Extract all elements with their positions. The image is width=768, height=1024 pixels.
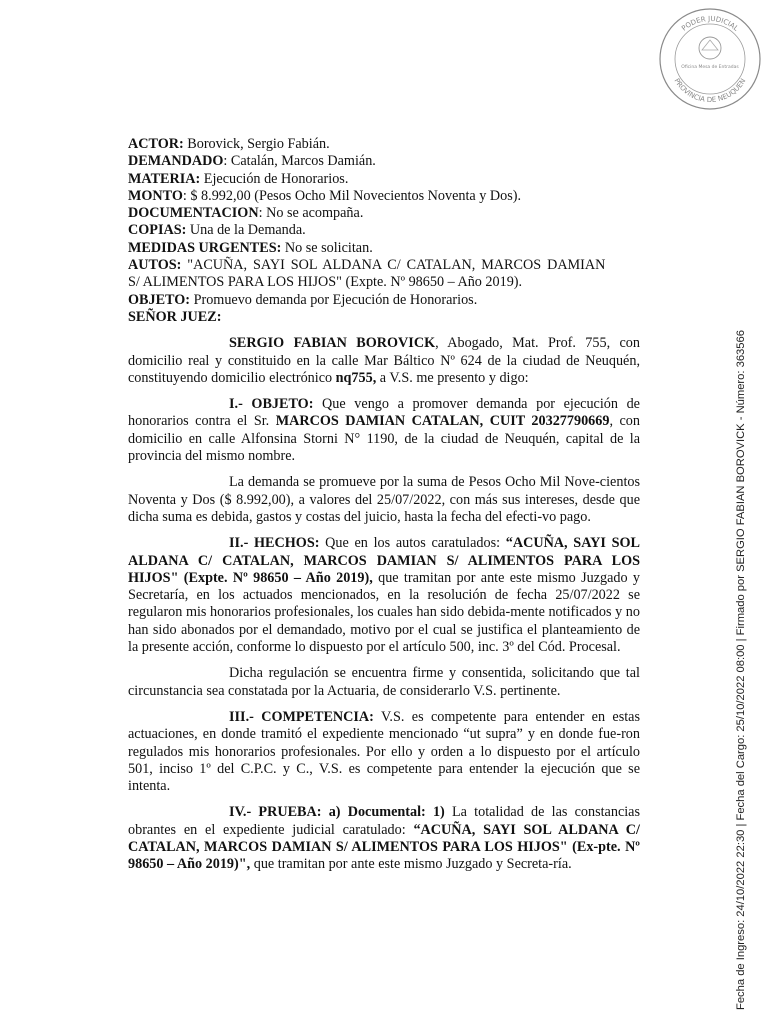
paragraph-hechos — [128, 535, 640, 656]
copias-value: Una de la Demanda. — [186, 222, 306, 239]
paragraph-prueba — [128, 804, 640, 873]
p5-text: Dicha regulación se encuentra firme y consentida, solicitando que tal circunstancia sea constatada por la Actuaria, de considerarlo V.S. pertinente. — [128, 665, 640, 699]
actor-line — [128, 136, 640, 153]
paragraph-regulation — [128, 665, 640, 700]
court-seal-stamp — [655, 4, 765, 114]
paragraph-presentation — [128, 335, 640, 387]
p1-tail: a V.S. me presento y digo: — [376, 369, 529, 386]
p4-text-2: que tramitan por ante este mismo Juzgado y Secretaría, en los actuados mencionados, en la resolución de fecha 25/07/2022 se regularon mis honorarios profesionales, los cuales han sido debida-mente notificados y no han sido abonados por el demandado, motivo por el cual se justifica el planteamiento de la presente acción, conforme lo dispuesto por el artículo 500, inc. 3º del Cód. Procesal. — [128, 569, 641, 656]
p3-text: La demanda se promueve por la suma de Pesos Ocho Mil Nove-cientos Noventa y Dos ($ 8.992,00), a valores del 25/07/2022, con más sus intereses, desde que dicha suma es debida, gastos y costas del juicio, hasta la fecha del efecti-vo pago. — [128, 474, 640, 525]
p2-text-2: , con domicilio en calle Alfonsina Storni N° 1190, de la ciudad de Neuquén, capital de la provincia del mismo nombre. — [128, 413, 640, 465]
case-title-2: “ACUÑA, SAYI SOL ALDANA C/ CATALAN, MARCOS DAMIAN S/ ALIMENTOS PARA LOS HIJOS" (Ex-pte. Nº 98650 – Año 2019)", — [128, 821, 640, 873]
salutation: SEÑOR JUEZ: — [128, 308, 222, 325]
p4-text-1: Que en los autos caratulados: — [319, 535, 506, 552]
materia-line — [128, 171, 640, 188]
demandado-label: DEMANDADO — [128, 153, 224, 170]
seal-bottom-text: PROVINCIA DE NEUQUEN — [672, 77, 748, 105]
documentacion-line — [128, 205, 640, 222]
monto-value: : $ 8.992,00 (Pesos Ocho Mil Novecientos Noventa y Dos). — [182, 187, 522, 204]
p1-text: , Abogado, Mat. Prof. 755, con domicilio real y constituido en la calle Mar Báltico Nº 624 de la ciudad de Neuquén, constituyendo domicilio electrónico — [128, 335, 640, 386]
copias-line — [128, 222, 640, 239]
p7-text-2: que tramitan por ante este mismo Juzgado y Secreta-ría. — [250, 856, 572, 873]
case-title: “ACUÑA, SAYI SOL ALDANA C/ CATALAN, MARCOS DAMIAN S/ ALIMENTOS PARA LOS HIJOS" (Expte. Nº 98650 – Año 2019), — [128, 535, 640, 586]
demandado-line — [128, 153, 640, 170]
objeto-line — [128, 292, 640, 309]
section-heading-hechos: II.- HECHOS: — [229, 535, 320, 552]
copias-label: COPIAS: — [128, 222, 187, 239]
lawyer-name: SERGIO FABIAN BOROVICK — [229, 335, 436, 352]
actor-value: Borovick, Sergio Fabián. — [183, 136, 330, 152]
objeto-value: Promuevo demanda por Ejecución de Honorarios. — [190, 291, 478, 308]
objeto-label: OBJETO: — [128, 291, 191, 308]
monto-label: MONTO — [128, 187, 183, 204]
autos-label: AUTOS: — [128, 257, 182, 274]
document-body — [128, 136, 640, 874]
seal-top-text: PODER JUDICIAL — [680, 14, 740, 33]
section-heading-objeto: I.- OBJETO: — [229, 396, 314, 413]
case-header — [128, 136, 640, 326]
p2-text-1: Que vengo a promover demanda por ejecución de honorarios contra el Sr. — [128, 396, 640, 430]
electronic-domicile: nq755, — [335, 369, 377, 386]
monto-line — [128, 188, 640, 205]
materia-value: Ejecución de Honorarios. — [200, 170, 349, 187]
documentacion-value: : No se acompaña. — [258, 205, 364, 222]
p6-text: V.S. es competente para entender en estas actuaciones, en donde tramitó el expediente mencionado “ut supra” y en donde fue-ron regulados mis honorarios profesionales. Por ello y orden a lo dispuesto por el artículo 501, inciso 1º del C.P.C. y C., V.S. es competente para entender la ejecución que se intenta. — [128, 708, 640, 795]
autos-line — [128, 257, 640, 274]
autos-line-2: S/ ALIMENTOS PARA LOS HIJOS" (Expte. Nº 98650 – Año 2019). — [128, 274, 523, 291]
signature-sidebar: Fecha de Ingreso: 24/10/2022 22:30 | Fecha del Cargo: 25/10/2022 08:00 | Firmado por SERGIO FABIAN BOROVICK - Número: 363566 — [735, 330, 747, 1010]
materia-label: MATERIA: — [128, 170, 201, 187]
paragraph-amount — [128, 474, 640, 526]
documentacion-label: DOCUMENTACION — [128, 205, 259, 222]
section-heading-competencia: III.- COMPETENCIA: — [229, 708, 374, 725]
paragraph-competencia — [128, 709, 640, 795]
defendant-name: MARCOS DAMIAN CATALAN, CUIT 20327790669 — [275, 413, 610, 430]
medidas-label: MEDIDAS URGENTES: — [128, 239, 282, 256]
seal-center-text: Oficina Mesa de Entradas — [681, 65, 739, 70]
section-heading-prueba: IV.- PRUEBA: a) Documental: 1) — [229, 804, 445, 821]
actor-label: ACTOR: — [128, 136, 184, 152]
autos-value-1: "ACUÑA, SAYI SOL ALDANA C/ CATALAN, MARCOS DAMIAN — [181, 257, 606, 274]
svg-text:PROVINCIA DE NEUQUEN — [673, 77, 748, 104]
demandado-value: : Catalán, Marcos Damián. — [223, 153, 376, 170]
paragraph-objeto — [128, 396, 640, 465]
p7-text-1: La totalidad de las constancias obrantes en el expediente judicial caratulado: — [128, 804, 641, 838]
medidas-line — [128, 240, 640, 257]
medidas-value: No se solicitan. — [281, 239, 373, 256]
